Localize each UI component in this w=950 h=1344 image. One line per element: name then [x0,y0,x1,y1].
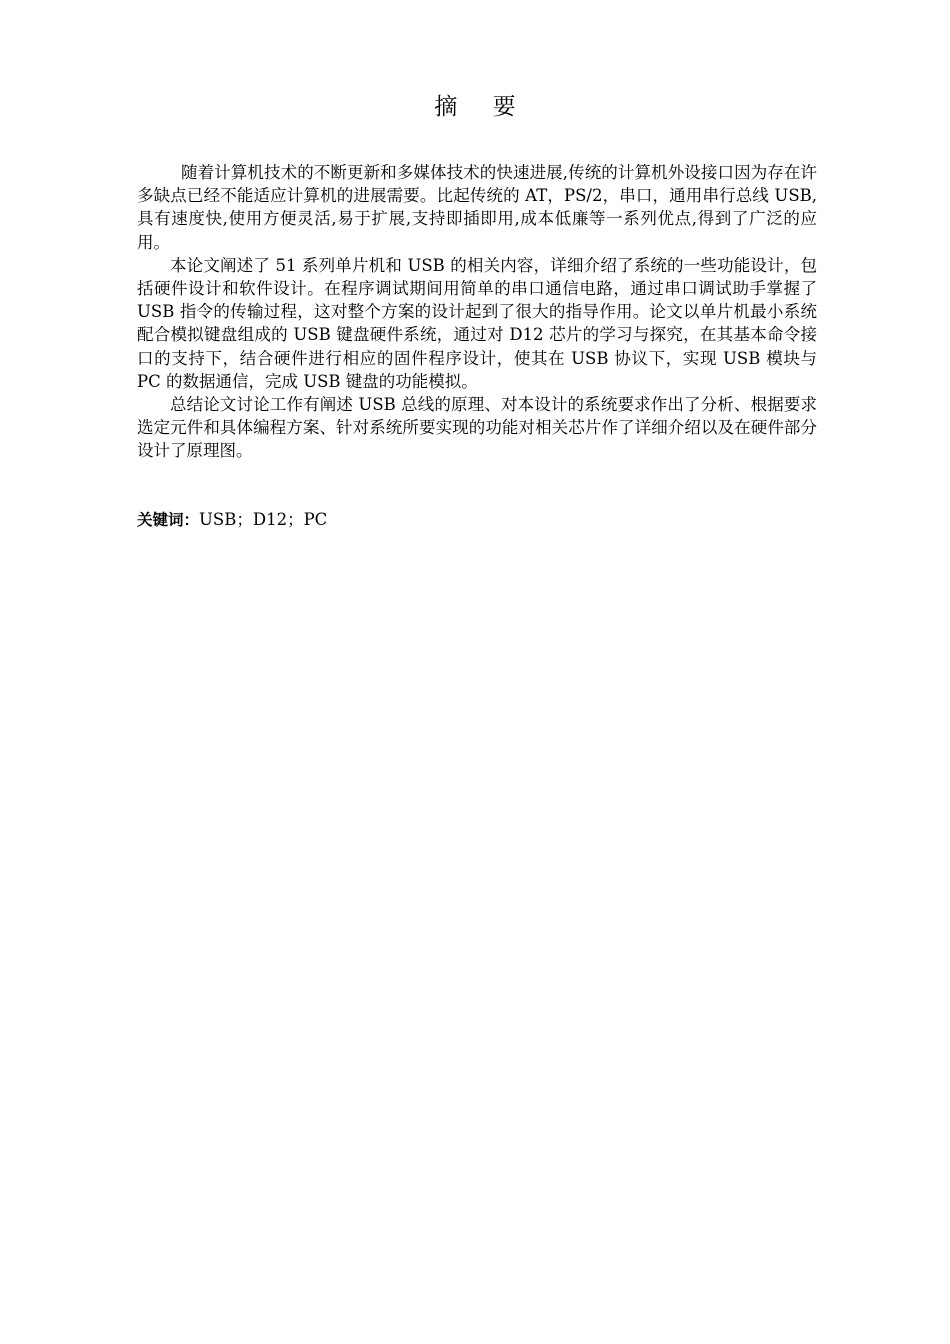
abstract-paragraph-2: 本论文阐述了 51 系列单片机和 USB 的相关内容，详细介绍了系统的一些功能设计，包括硬件设计和软件设计。在程序调试期间用简单的串口通信电路，通过串口调试助手掌握了 USB 指令的传输过程，这对整个方案的设计起到了很大的指导作用。论文以单片机最小系统配合模拟键盘组成的 USB 键盘硬件系统，通过对 D12 芯片的学习与探究，在其基本命令接口的支持下，结合硬件进行相应的固件程序设计，使其在 USB 协议下，实现 USB 模块与 PC 的数据通信，完成 USB 键盘的功能模拟。 [137,255,817,391]
abstract-body [137,161,817,463]
keywords-label: 关键词： [137,511,200,529]
keywords-value: USB；D12；PC [199,510,328,529]
keywords-line [137,508,817,532]
abstract-title: 摘 要 [434,94,530,120]
abstract-paragraph-3: 总结论文讨论工作有阐述 USB 总线的原理、对本设计的系统要求作出了分析、根据要求选定元件和具体编程方案、针对系统所要实现的功能对相关芯片作了详细介绍以及在硬件部分设计了原理图。 [137,395,817,461]
abstract-paragraph-1: 随着计算机技术的不断更新和多媒体技术的快速进展,传统的计算机外设接口因为存在许多缺点已经不能适应计算机的进展需要。比起传统的 AT，PS/2，串口，通用串行总线 USB,具有速度快,使用方便灵活,易于扩展,支持即插即用,成本低廉等一系列优点,得到了广泛的应用。 [137,163,817,252]
